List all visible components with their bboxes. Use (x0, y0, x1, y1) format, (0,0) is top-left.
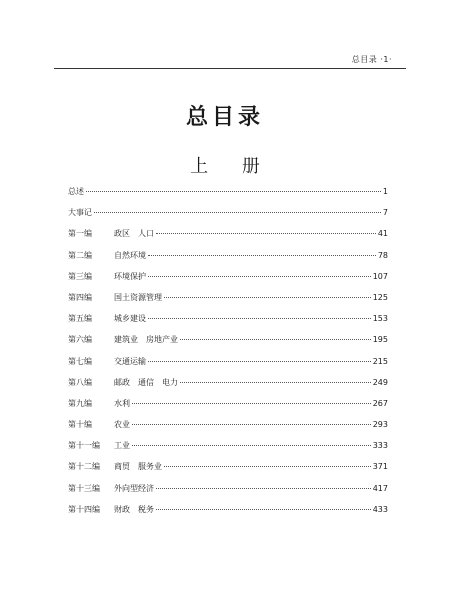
toc-entry (68, 483, 388, 504)
toc-entry (68, 440, 388, 461)
toc-entry (68, 377, 388, 398)
toc-page-number: 125 (372, 292, 388, 302)
dot-leader (132, 424, 371, 425)
dot-leader (180, 382, 371, 383)
toc-entry-title: 总述 (68, 187, 84, 196)
dot-leader (94, 212, 381, 213)
toc-page-number: 107 (372, 271, 388, 281)
dot-leader (164, 297, 371, 298)
toc-page-number: 195 (372, 335, 388, 345)
toc-entry (68, 313, 388, 334)
dot-leader (156, 509, 371, 510)
toc-entry (68, 292, 388, 313)
dot-leader (132, 445, 371, 446)
toc-page-number: 78 (377, 250, 388, 260)
toc-page-number: 1 (382, 187, 388, 196)
toc-part-label: 第十编 (68, 420, 92, 430)
toc-entry-title: 交通运输 (114, 356, 146, 366)
dot-leader (148, 318, 371, 319)
toc-entry-title: 城乡建设 (114, 314, 146, 324)
toc-entry-title: 农业 (114, 420, 130, 430)
dot-leader (148, 276, 371, 277)
toc-page-number: 249 (372, 377, 388, 387)
toc-entry (68, 207, 388, 228)
toc-list (68, 186, 388, 525)
toc-entry-title: 建筑业 房地产业 (114, 335, 178, 345)
toc-page-number: 371 (372, 462, 388, 472)
volume-title: 上 册 (190, 156, 274, 177)
toc-entry (68, 461, 388, 482)
toc-entry-title: 水利 (114, 398, 130, 408)
dot-leader (132, 403, 371, 404)
toc-entry-title: 政区 人口 (114, 229, 154, 239)
dot-leader (148, 255, 376, 256)
toc-entry-title: 环境保护 (114, 271, 146, 281)
toc-part-label: 第七编 (68, 356, 92, 366)
toc-part-label: 第二编 (68, 250, 92, 260)
toc-entry (68, 250, 388, 271)
toc-page-number: 7 (382, 208, 388, 218)
dot-leader (164, 466, 371, 467)
toc-entry (68, 186, 388, 207)
toc-part-label: 第九编 (68, 398, 92, 408)
toc-page-number: 41 (377, 229, 388, 239)
toc-entry (68, 334, 388, 355)
toc-entry-title: 国土资源管理 (114, 292, 162, 302)
dot-leader (156, 233, 376, 234)
toc-entry-title: 邮政 通信 电力 (114, 377, 178, 387)
toc-entry (68, 419, 388, 440)
toc-entry (68, 356, 388, 377)
toc-page-number: 333 (372, 441, 388, 451)
header-rule (54, 68, 406, 69)
toc-entry (68, 398, 388, 419)
dot-leader (86, 191, 381, 192)
toc-entry (68, 271, 388, 292)
toc-page-number: 417 (372, 483, 388, 493)
running-header: 总目录 ·1· (351, 55, 392, 64)
toc-part-label: 第五编 (68, 314, 92, 324)
page-title: 总目录 (185, 105, 264, 130)
toc-entry-title: 大事记 (68, 208, 92, 218)
toc-page-number: 267 (372, 398, 388, 408)
toc-page-number: 215 (372, 356, 388, 366)
toc-entry-title: 外向型经济 (114, 483, 154, 493)
toc-page-number: 293 (372, 420, 388, 430)
toc-part-label: 第十二编 (68, 462, 100, 472)
toc-part-label: 第一编 (68, 229, 92, 239)
toc-entry-title: 工业 (114, 441, 130, 451)
toc-page-number: 433 (372, 504, 388, 514)
toc-part-label: 第十四编 (68, 504, 100, 514)
toc-entry (68, 504, 388, 525)
toc-part-label: 第四编 (68, 292, 92, 302)
toc-part-label: 第三编 (68, 271, 92, 281)
dot-leader (156, 488, 371, 489)
toc-part-label: 第八编 (68, 377, 92, 387)
toc-entry-title: 自然环境 (114, 250, 146, 260)
toc-part-label: 第十一编 (68, 441, 100, 451)
dot-leader (148, 361, 371, 362)
dot-leader (180, 339, 371, 340)
toc-page-number: 153 (372, 314, 388, 324)
toc-entry-title: 商贸 服务业 (114, 462, 162, 472)
toc-part-label: 第十三编 (68, 483, 100, 493)
toc-part-label: 第六编 (68, 335, 92, 345)
toc-entry-title: 财政 税务 (114, 504, 154, 514)
toc-entry (68, 228, 388, 249)
